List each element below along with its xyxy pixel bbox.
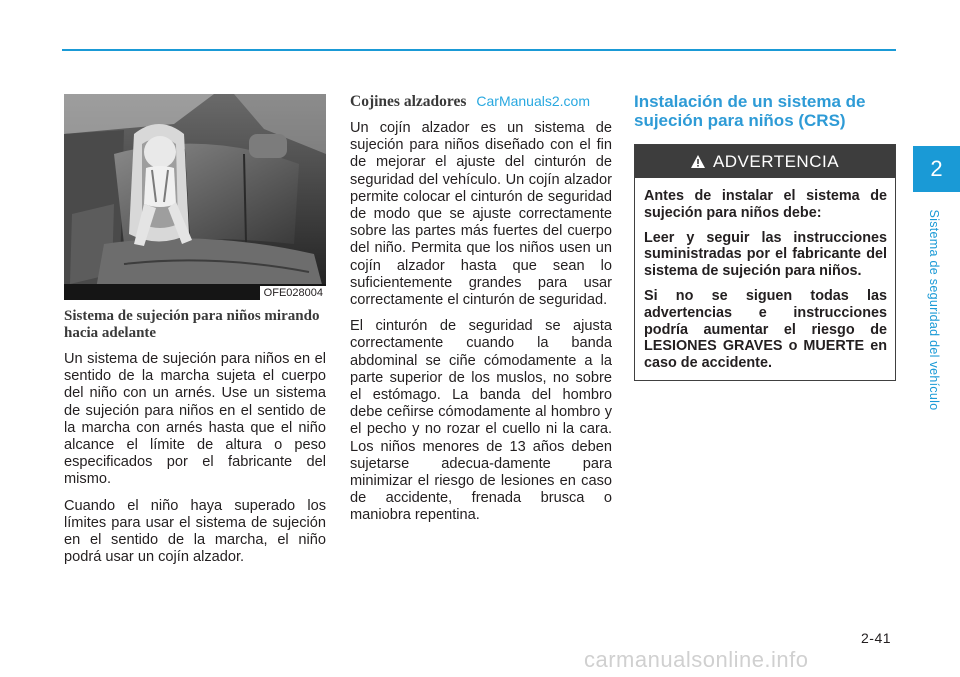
column-right (634, 92, 896, 381)
warning-paragraph: Leer y seguir las instrucciones suministradas por el fabricante del sistema de sujeción para niños. (644, 229, 887, 280)
warning-label: ADVERTENCIA (712, 151, 840, 171)
warning-body (635, 178, 895, 380)
chapter-number: 2 (930, 156, 943, 181)
watermark-text: CarManuals2.com (476, 93, 590, 109)
heading-text: Cojines alzadores (350, 93, 467, 110)
chapter-tab (913, 146, 960, 192)
page-number: 2-41 (861, 630, 892, 646)
child-seat-illustration (64, 94, 326, 300)
chapter-title: Sistema de seguridad del vehículo (927, 209, 941, 411)
warning-paragraph: Si no se siguen todas las advertencias e instrucciones podría aumentar el riesgo de LESIONES GRAVES o MUERTE en caso de accidente. (644, 287, 887, 372)
paragraph: El cinturón de seguridad se ajusta correctamente cuando la banda abdominal se ciñe cómodamente a la parte superior de los muslos, no sobre el estómago. La banda del hombro debe ceñirse cómodamente al hombro y el pecho y no rozar el cuello ni la cara. Los niños menores de 13 años deben sujetarse adecua-damente para minimizar el riesgo de lesiones en caso de accidente, frenada brusca o maniobra repentina. (350, 318, 612, 524)
section-heading-booster (350, 92, 612, 111)
footer-watermark: carmanualsonline.info (584, 647, 809, 672)
warning-header (635, 145, 895, 178)
chapter-title-vertical (926, 198, 942, 422)
warning-triangle-icon (691, 155, 705, 168)
warning-paragraph: Antes de instalar el sistema de sujeción para niños debe: (644, 188, 887, 221)
paragraph: Un cojín alzador es un sistema de sujeción para niños diseñado con el fin de mejorar el ajuste del cinturón de seguridad del vehículo. Un cojín alzador permite colocar el cinturón de seguridad de modo que se ajuste correctamente sobre las partes más fuertes del cuerpo del niño. Permita que los niños usen un cojín alzador hasta que sean lo suficientemente grandes para usar correctamente el cinturón de seguridad. (350, 120, 612, 309)
column-middle (350, 92, 612, 525)
column-left (64, 94, 326, 566)
figure-caption: Sistema de sujeción para niños mirando hacia adelante (64, 308, 320, 341)
warning-box (634, 144, 896, 381)
figure-code: OFE028004 (260, 286, 326, 300)
section-title-crs (634, 92, 896, 130)
section-title-line: Instalación de un sistema de (634, 92, 866, 111)
header-rule (62, 49, 896, 51)
car-seat-image (64, 94, 326, 300)
paragraph: Cuando el niño haya superado los límites para usar el sistema de sujeción en el sentido de la marcha, el niño podrá usar un cojín alzador. (64, 497, 326, 566)
section-title-line: sujeción para niños (CRS) (634, 111, 846, 130)
paragraph: Un sistema de sujeción para niños en el sentido de la marcha sujeta el cuerpo del niño con un arnés. Use un sistema de sujeción para niños en el sentido de la marcha con arnés hasta que el niño alcance el límite de altura o peso especificados por el fabricante del mismo. (64, 351, 326, 488)
